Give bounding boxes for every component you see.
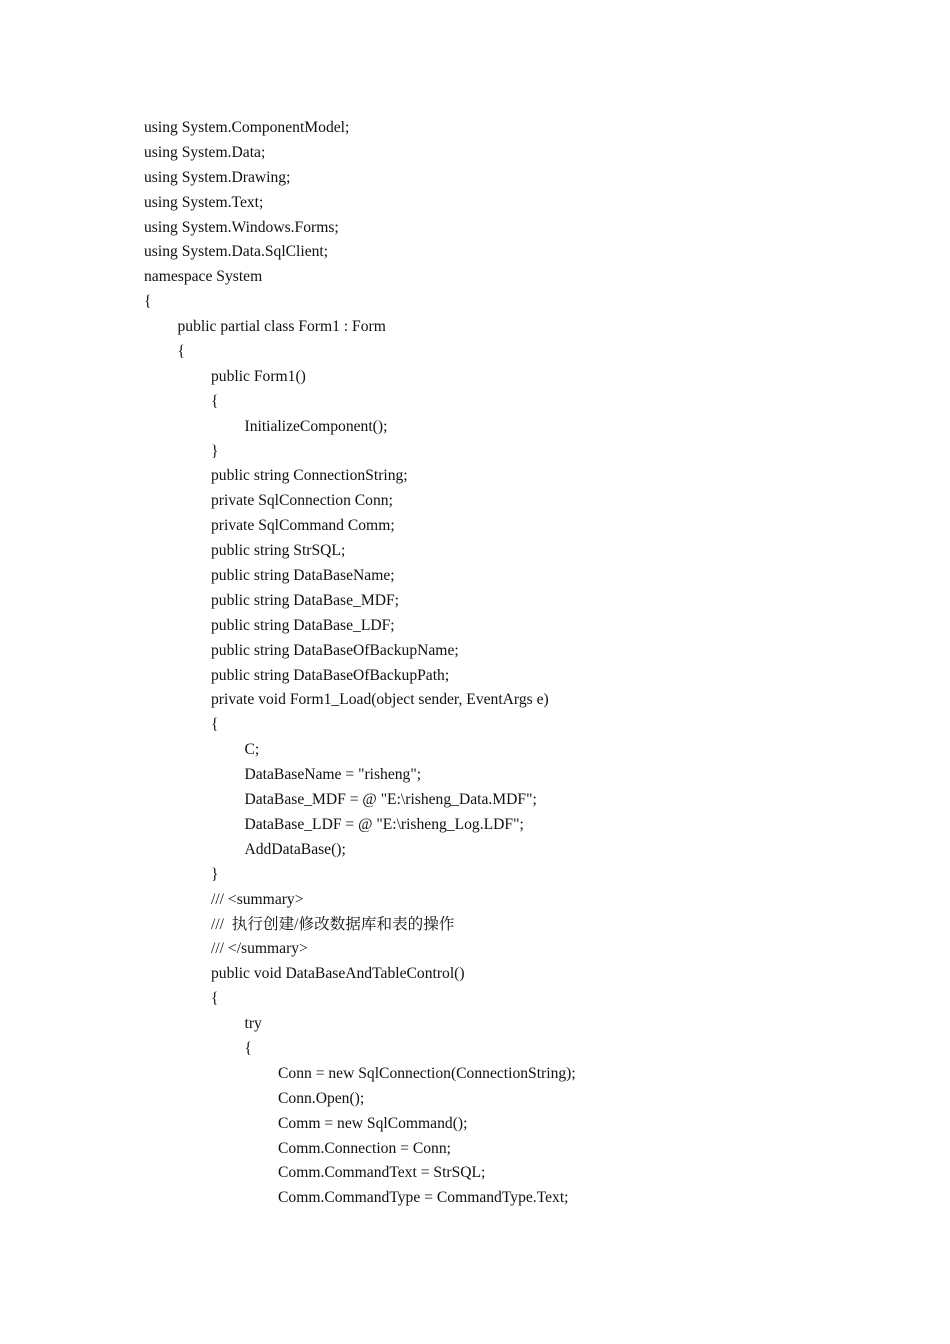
code-line: public string StrSQL; — [211, 542, 346, 560]
code-line: /// 执行创建/修改数据库和表的操作 — [211, 915, 455, 933]
code-line: Comm.CommandText = StrSQL; — [278, 1164, 486, 1182]
code-line: { — [177, 343, 185, 361]
code-line: DataBase_MDF = @ "E:\risheng_Data.MDF"; — [244, 791, 537, 809]
code-line: } — [211, 865, 219, 883]
code-line: public string DataBase_LDF; — [211, 616, 395, 634]
code-line: Comm.CommandType = CommandType.Text; — [278, 1189, 569, 1207]
code-line: public Form1() — [211, 367, 306, 385]
code-line: private SqlCommand Comm; — [211, 517, 395, 535]
code-line: Conn = new SqlConnection(ConnectionString); — [278, 1064, 576, 1082]
code-line: DataBase_LDF = @ "E:\risheng_Log.LDF"; — [244, 815, 524, 833]
code-line: { — [211, 716, 219, 734]
code-line: public string DataBase_MDF; — [211, 591, 399, 609]
code-line: Conn.Open(); — [278, 1089, 365, 1107]
code-line: public string DataBaseName; — [211, 567, 395, 585]
code-line: using System.ComponentModel; — [144, 119, 350, 136]
code-line: try — [244, 1015, 262, 1033]
code-line: using System.Text; — [144, 193, 264, 211]
code-line: AddDataBase(); — [244, 840, 346, 858]
code-line: { — [211, 392, 219, 410]
code-line: { — [144, 293, 152, 311]
code-listing — [144, 116, 576, 1211]
code-line: Comm = new SqlCommand(); — [278, 1114, 468, 1132]
code-line: public string ConnectionString; — [211, 467, 408, 485]
code-line: namespace System — [144, 268, 263, 286]
code-line: public string DataBaseOfBackupPath; — [211, 666, 450, 684]
code-line: public void DataBaseAndTableControl() — [211, 965, 465, 983]
code-line: using System.Data.SqlClient; — [144, 243, 329, 261]
code-line: using System.Windows.Forms; — [144, 218, 339, 236]
code-line: InitializeComponent(); — [244, 417, 388, 435]
code-line: public partial class Form1 : Form — [177, 318, 386, 336]
code-line: Comm.Connection = Conn; — [278, 1139, 451, 1157]
code-line: DataBaseName = "risheng"; — [244, 766, 422, 784]
code-line: { — [211, 990, 219, 1008]
code-line: using System.Data; — [144, 143, 266, 161]
code-line: /// </summary> — [211, 940, 308, 958]
code-line: private void Form1_Load(object sender, EventArgs e) — [211, 691, 549, 709]
code-line: using System.Drawing; — [144, 168, 291, 186]
code-line: { — [244, 1039, 252, 1057]
code-line: private SqlConnection Conn; — [211, 492, 393, 510]
code-line: C; — [244, 741, 260, 759]
code-line: public string DataBaseOfBackupName; — [211, 641, 459, 659]
code-line: } — [211, 442, 219, 460]
code-line: /// <summary> — [211, 890, 304, 908]
